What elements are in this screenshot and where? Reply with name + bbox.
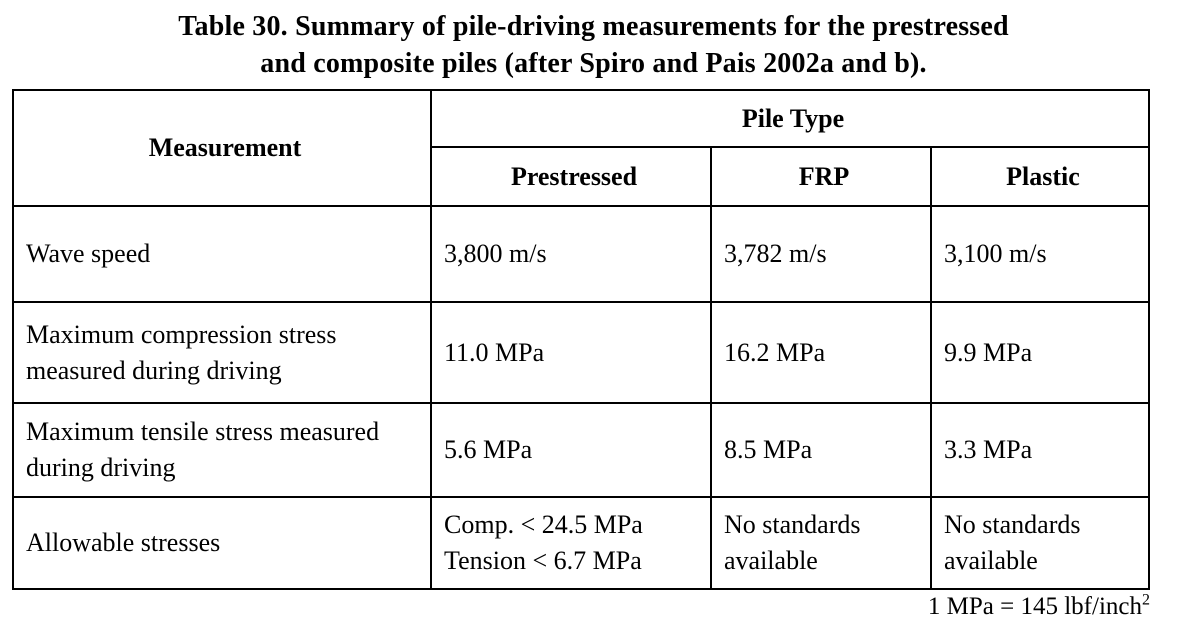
header-col-frp: FRP [711,147,931,206]
allowable-stresses-prestressed-value [431,497,711,589]
allowable-stresses-label: Allowable stresses [13,497,431,589]
allowable-stresses-plastic-value: No standards available [931,497,1149,589]
table-caption-line1: Table 30. Summary of pile-driving measurements for the prestressed [178,11,1009,42]
max-tensile-frp-value: 8.5 MPa [711,403,931,497]
allowable-tension-limit: Tension < 6.7 MPa [444,546,642,575]
header-col-prestressed: Prestressed [431,147,711,206]
max-compression-plastic-value: 9.9 MPa [931,302,1149,403]
table-caption [0,8,1187,82]
header-row-pile-type [13,90,1149,147]
header-pile-type: Pile Type [431,90,1149,147]
table-row [13,403,1149,497]
pile-driving-measurements-table [12,89,1150,590]
max-compression-stress-label: Maximum compression stress measured during driving [13,302,431,403]
table-row [13,302,1149,403]
unit-conversion-footnote [0,593,1150,621]
wave-speed-frp-value: 3,782 m/s [711,206,931,302]
max-compression-frp-value: 16.2 MPa [711,302,931,403]
footnote-text: 1 MPa = 145 lbf/inch [927,593,1142,620]
header-measurement: Measurement [13,90,431,206]
max-tensile-stress-label: Maximum tensile stress measured during driving [13,403,431,497]
table-caption-line2: and composite piles (after Spiro and Pais 2002a and b). [260,48,927,79]
max-tensile-prestressed-value: 5.6 MPa [431,403,711,497]
table-row [13,497,1149,589]
header-col-plastic: Plastic [931,147,1149,206]
wave-speed-prestressed-value: 3,800 m/s [431,206,711,302]
max-tensile-plastic-value: 3.3 MPa [931,403,1149,497]
allowable-stresses-frp-value: No standards available [711,497,931,589]
footnote-superscript: 2 [1142,591,1150,609]
document-page [0,8,1187,624]
wave-speed-plastic-value: 3,100 m/s [931,206,1149,302]
allowable-comp-limit: Comp. < 24.5 MPa [444,510,643,539]
max-compression-prestressed-value: 11.0 MPa [431,302,711,403]
table-row [13,206,1149,302]
wave-speed-label: Wave speed [13,206,431,302]
